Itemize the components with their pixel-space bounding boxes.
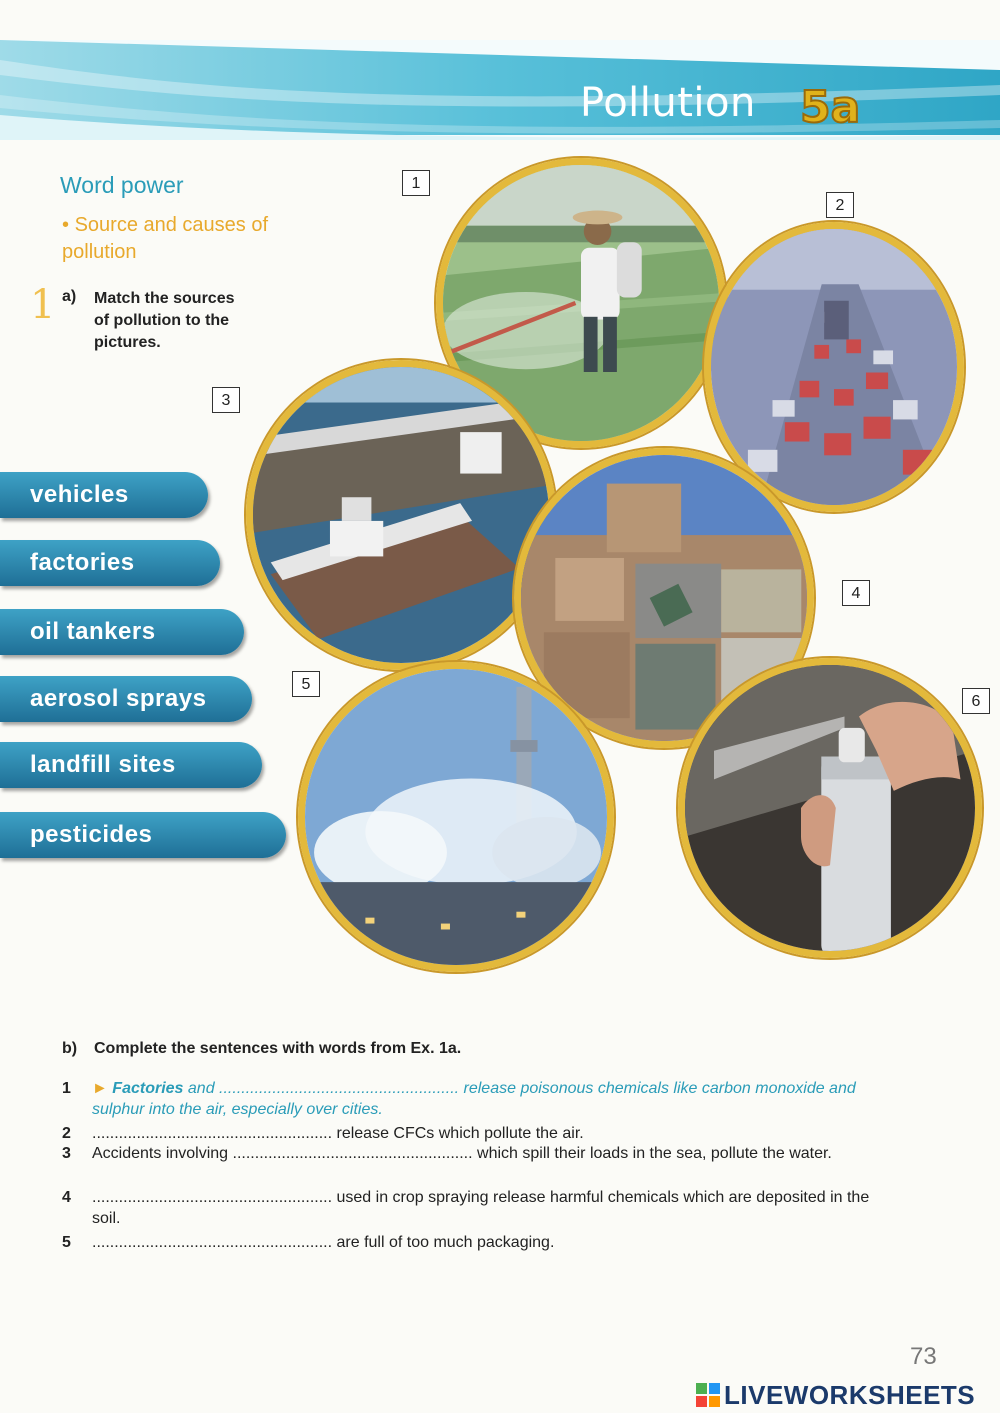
picture-number-5: 5: [292, 671, 320, 697]
sentence-number: 2: [62, 1125, 71, 1142]
sentence-number: 1: [62, 1080, 71, 1097]
sentence-text[interactable]: ...................................................... release CFCs which pollute the air.: [92, 1125, 584, 1142]
brand-name: LIVEWORKSHEETS: [724, 1380, 976, 1410]
unit-title: Pollution: [580, 80, 756, 126]
part-b-instruction: Complete the sentences with words from Ex. 1a.: [94, 1040, 462, 1057]
word-tab-landfill-sites[interactable]: landfill sites: [0, 742, 262, 788]
photo-6-aerosol-spray: [678, 658, 982, 958]
photo-3-oil-tankers: [246, 360, 556, 670]
word-tab-pesticides[interactable]: pesticides: [0, 812, 286, 858]
section-title: Word power: [60, 172, 184, 198]
sentence-text: [92, 1078, 902, 1120]
exercise-number: 1: [30, 282, 56, 328]
subtitle-text: Source and causes of pollution: [62, 214, 269, 263]
picture-number-3: 3: [212, 387, 240, 413]
sentence-number: 5: [62, 1234, 71, 1251]
example-answer: Factories: [112, 1080, 184, 1097]
unit-code: 5a: [800, 82, 861, 133]
sentence-text[interactable]: ...................................................... are full of too much packaging.: [92, 1234, 555, 1251]
picture-number-6: 6: [962, 688, 990, 714]
section-subtitle: [62, 212, 272, 266]
sentence-number: 3: [62, 1145, 71, 1162]
photo-2-vehicles: [704, 222, 964, 512]
arrow-icon: ►: [92, 1080, 108, 1097]
bullet-icon: •: [62, 214, 70, 236]
part-a-label: a): [62, 288, 77, 305]
sentence-text[interactable]: ...................................................... used in crop spraying release harmful chemicals which are deposited in the soil.: [92, 1189, 870, 1227]
example-text: and ...................................................... release poisonous chemicals like carbon monoxide and sulphur into the air, especially over cities.: [92, 1080, 856, 1118]
picture-number-2: 2: [826, 192, 854, 218]
part-a-instruction: Match the sources of pollution to the pictures.: [94, 290, 235, 351]
part-b-label: b): [62, 1040, 78, 1057]
word-tab-oil-tankers[interactable]: oil tankers: [0, 609, 244, 655]
picture-number-4: 4: [842, 580, 870, 606]
sentence-number: 4: [62, 1189, 71, 1206]
word-tab-aerosol-sprays[interactable]: aerosol sprays: [0, 676, 252, 722]
liveworksheets-icon: [696, 1383, 720, 1407]
word-tab-factories[interactable]: factories: [0, 540, 220, 586]
picture-number-1: 1: [402, 170, 430, 196]
page-number: 73: [910, 1343, 937, 1370]
sentence-text[interactable]: Accidents involving ...................................................... which spill their loads in the sea, pollute the water.: [92, 1145, 832, 1162]
photo-5-factories: [298, 662, 614, 972]
word-tab-vehicles[interactable]: vehicles: [0, 472, 208, 518]
